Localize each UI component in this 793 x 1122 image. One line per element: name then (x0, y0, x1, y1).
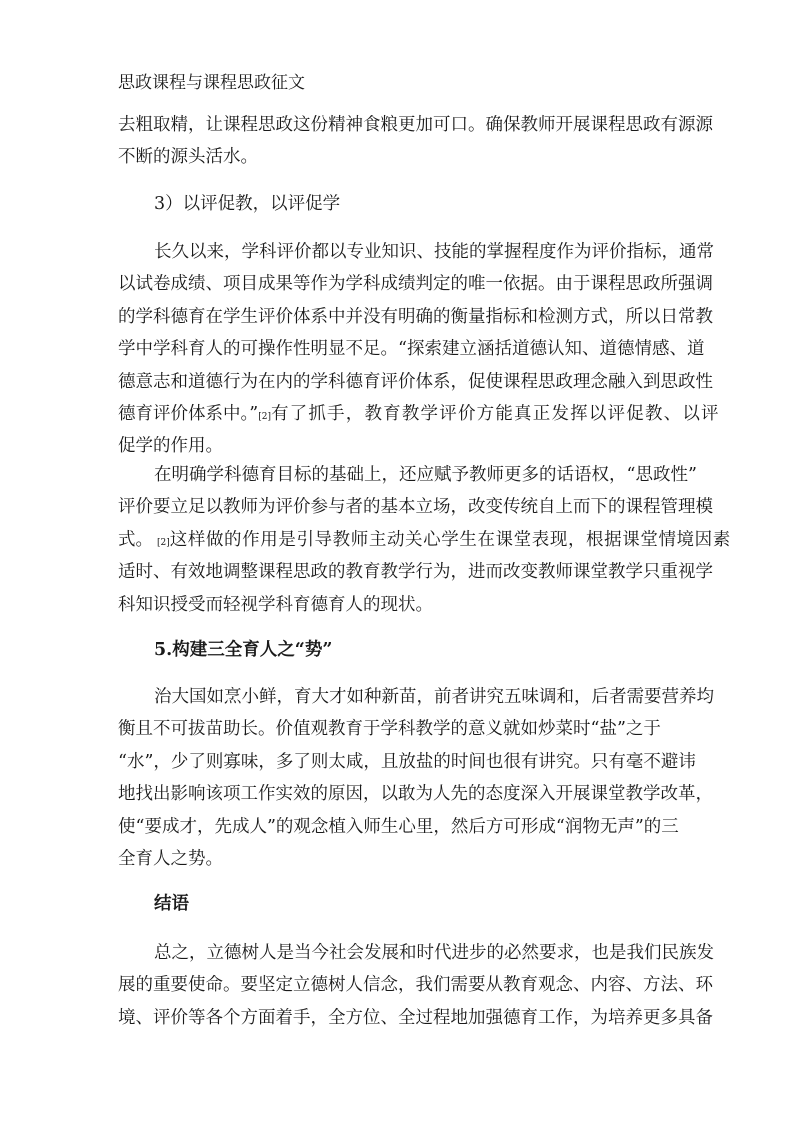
text-line: 式。 [2] 这样做的作用是引导教师主动关心学生在课堂表现，根据课堂情境因素 (118, 524, 678, 556)
text-line: 科知识授受而轻视学科育德育人的现状。 (118, 594, 433, 615)
text-segment: 式。 (118, 529, 153, 550)
text-line: 以试卷成绩、项目成果等作为学科成绩判定的唯一依据。由于课程思政所强调 (118, 274, 713, 295)
text-line: 德意志和道德行为在内的学科德育评价体系，促使课程思政理念融入到思政性 (118, 371, 713, 392)
text-line: 促学的作用。 (118, 436, 223, 457)
subsection-heading: 3）以评促教，以评促学 (154, 194, 341, 214)
text-line: 评价要立足以教师为评价参与者的基本立场，改变传统自上而下的课程管理模 (118, 497, 713, 518)
text-line: “水”，少了则寡味，多了则太咸，且放盐的时间也很有讲究。只有毫不避讳 (118, 751, 696, 772)
running-header: 思政课程与课程思政征文 (118, 73, 305, 93)
text-line: 长久以来，学科评价都以专业知识、技能的掌握程度作为评价指标，通常 (154, 242, 714, 262)
text-line: 衡且不可拔苗助长。价值观教育于学科教学的意义就如炒菜时“盐”之于 (118, 719, 661, 740)
text-line: 德育评价体系中。” [2] 有了抓手，教育教学评价方能真正发挥以评促教、以评 (118, 398, 678, 430)
text-line: 治大国如烹小鲜，育大才如种新苗，前者讲究五味调和，后者需要营养均 (154, 687, 714, 707)
text-line: 适时、有效地调整课程思政的教育教学行为，进而改变教师课堂教学只重视学 (118, 562, 713, 583)
text-line: 展的重要使命。要坚定立德树人信念，我们需要从教育观念、内容、方法、环 (118, 975, 713, 996)
text-line: 去粗取精，让课程思政这份精神食粮更加可口。确保教师开展课程思政有源源 (118, 115, 713, 135)
section-heading: 5.构建三全育人之“势” (154, 640, 333, 660)
text-segment: 有了抓手，教育教学评价方能真正发挥以评促教、以评 (270, 404, 720, 424)
quote-end: 德育评价体系中。” (118, 404, 259, 424)
text-line: 境、评价等各个方面着手，全方位、全过程地加强德育工作，为培养更多具备 (118, 1007, 713, 1028)
text-line: 学中学科育人的可操作性明显不足。“探索建立涵括道德认知、道德情感、道 (118, 339, 705, 360)
text-segment: 这样做的作用是引导教师主动关心学生在课堂表现，根据课堂情境因素 (169, 529, 731, 550)
text-line: 全育人之势。 (118, 849, 223, 869)
text-line: 不断的源头活水。 (118, 147, 258, 168)
text-line: 使“要成才，先成人”的观念植入师生心里，然后方可形成“润物无声”的三 (118, 816, 679, 837)
text-line: 总之，立德树人是当今社会发展和时代进步的必然要求，也是我们民族发 (154, 943, 714, 963)
text-line: 地找出影响该项工作实效的原因，以敢为人先的态度深入开展课堂教学改革， (118, 784, 713, 805)
text-line: 的学科德育在学生评价体系中并没有明确的衡量指标和检测方式，所以日常教 (118, 306, 713, 327)
text-line: 在明确学科德育目标的基础上，还应赋予教师更多的话语权，“思政性” (154, 465, 697, 485)
conclusion-heading: 结语 (154, 894, 189, 914)
